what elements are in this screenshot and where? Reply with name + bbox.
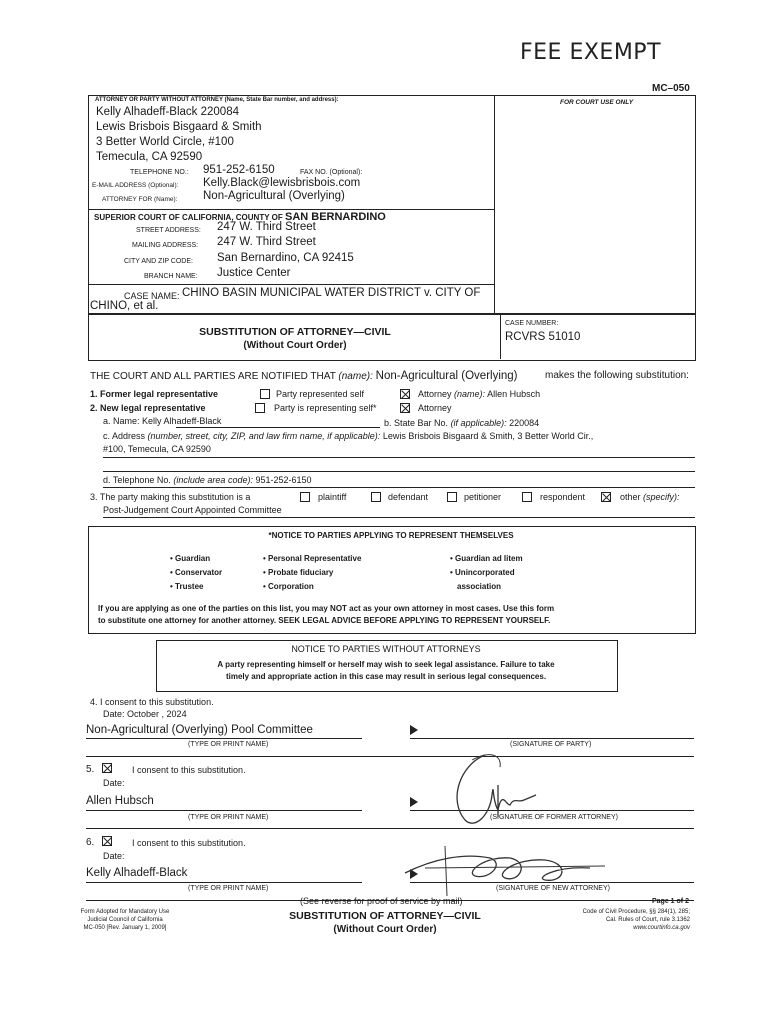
petitioner-checkbox[interactable] — [447, 492, 457, 502]
footer-left-line: Judicial Council of California — [87, 917, 163, 923]
item2d-hint: (include area code): — [173, 475, 253, 485]
notice2-line: timely and appropriate action in this case may result in serious legal consequences. — [225, 672, 547, 681]
item2d — [103, 475, 312, 485]
case-number: RCVRS 51010 — [505, 331, 581, 343]
footer-right — [540, 908, 690, 932]
page-number: Page 1 of 2 — [652, 898, 689, 905]
item2a-label: a. Name: — [103, 416, 140, 426]
case-number-label: CASE NUMBER: — [505, 320, 559, 327]
notice1-warning-line: If you are applying as one of the parties on this list, you may NOT act as your own attorney in most cases. Use this form — [98, 604, 555, 613]
item5-name: Allen Hubsch — [86, 795, 154, 807]
notice1-item: • Conservator — [170, 568, 223, 577]
item2c-value2: #100, Temecula, CA 92590 — [103, 444, 211, 454]
item5-name-line — [86, 810, 362, 811]
header-hline-1 — [88, 209, 494, 210]
footer-left-line: Form Adopted for Mandatory Use — [80, 909, 170, 915]
item6-name: Kelly Alhadeff-Black — [86, 867, 188, 879]
signature-arrow-icon — [410, 797, 418, 807]
item2c-hint: (number, street, city, ZIP, and law firm name, if applicable): — [147, 431, 381, 441]
item5-label: I consent to this substitution. — [132, 765, 246, 775]
branch-value: Justice Center — [217, 267, 291, 279]
item4-sig-caption: (SIGNATURE OF PARTY) — [510, 741, 592, 748]
item2a-line — [176, 427, 380, 428]
notice1-item: • Corporation — [263, 582, 314, 591]
branch-label: BRANCH NAME: — [144, 273, 198, 280]
item2b-label: b. State Bar No. — [384, 418, 449, 428]
notice2-title: NOTICE TO PARTIES WITHOUT ATTORNEYS — [291, 644, 481, 654]
item1-label: 1. Former legal representative — [90, 389, 219, 399]
case-name-label: CASE NAME: — [124, 291, 180, 301]
telephone-label: TELEPHONE NO.: — [130, 169, 189, 176]
footer-right-line: Cal. Rules of Court, rule 3.1362 — [605, 917, 690, 923]
item2c-label: c. Address — [103, 431, 146, 441]
notice1-col1 — [170, 552, 222, 594]
case-name-line1: CHINO BASIN MUNICIPAL WATER DISTRICT v. CITY OF — [182, 287, 481, 299]
case-name-line2: CHINO, et al. — [90, 300, 159, 312]
party-representing-self-checkbox[interactable] — [255, 403, 265, 413]
case-title: SUBSTITUTION OF ATTORNEY—CIVIL — [199, 326, 391, 338]
item4-name-caption: (TYPE OR PRINT NAME) — [188, 741, 269, 748]
notice1-item: • Guardian — [170, 554, 211, 563]
item4-name: Non-Agricultural (Overlying) Pool Committee — [86, 724, 313, 736]
mailing-value: 247 W. Third Street — [217, 236, 316, 248]
item2d-line — [103, 487, 695, 488]
see-reverse: (See reverse for proof of service by mail) — [300, 896, 463, 906]
item3-line — [103, 517, 695, 518]
notified-line — [90, 370, 696, 382]
former-attorney-signature — [440, 745, 550, 835]
street-value: 247 W. Third Street — [217, 221, 316, 233]
item2b-value: 220084 — [509, 418, 540, 428]
respondent-label: respondent — [540, 492, 586, 502]
footer-left — [60, 908, 190, 932]
item2d-label: d. Telephone No. — [103, 475, 171, 485]
item5-consent-checkbox[interactable] — [102, 763, 112, 773]
case-subtitle: (Without Court Order) — [243, 340, 347, 351]
court-county: SAN BERNARDINO — [284, 211, 386, 223]
item4-date-value: October , 2024 — [127, 709, 187, 719]
item4-name-line — [86, 738, 362, 739]
item2b-hint: (if applicable): — [450, 418, 507, 428]
case-title-divider — [500, 313, 501, 359]
attorney-line: 3 Better World Circle, #100 — [96, 136, 234, 148]
footer-title: SUBSTITUTION OF ATTORNEY—CIVIL — [289, 910, 481, 922]
attorney-label: ATTORNEY OR PARTY WITHOUT ATTORNEY (Name, State Bar number, and address): — [95, 97, 339, 103]
other-label — [620, 492, 680, 502]
item4-date-label: Date: — [103, 709, 125, 719]
item6-label: I consent to this substitution. — [132, 838, 246, 848]
section-divider-5 — [86, 828, 694, 829]
fee-exempt-stamp: FEE EXEMPT — [520, 40, 662, 65]
item1-name: Allen Hubsch — [487, 389, 541, 399]
item2-opt2: Attorney — [418, 403, 452, 413]
notice1-warning-line: to substitute one attorney for another attorney. SEEK LEGAL ADVICE BEFORE APPLYING TO REPRESENT YOURSELF. — [98, 616, 551, 625]
item1-opt2: Attorney — [418, 389, 452, 399]
notice1-item: • Guardian ad litem — [450, 554, 523, 563]
item2c — [103, 431, 695, 441]
footer-right-link[interactable]: www.courtinfo.ca.gov — [633, 925, 690, 931]
header-divider — [494, 95, 495, 313]
item2c-line-2 — [103, 471, 695, 472]
notice1-col3 — [450, 552, 523, 594]
mailing-label: MAILING ADDRESS: — [132, 242, 199, 249]
fax-label: FAX NO. (Optional): — [300, 169, 363, 176]
attorney-line: Temecula, CA 92590 — [96, 151, 203, 163]
defendant-checkbox[interactable] — [371, 492, 381, 502]
notice1-item: • Unincorporated — [450, 568, 515, 577]
other-opt: other — [620, 492, 641, 502]
item4-label: 4. I consent to this substitution. — [90, 697, 214, 707]
item2b — [384, 418, 539, 428]
notice1-title: *NOTICE TO PARTIES APPLYING TO REPRESENT THEMSELVES — [268, 531, 514, 540]
item5-date-label: Date: — [103, 778, 125, 788]
footer-left-line: MC-050 [Rev. January 1, 2009] — [83, 925, 167, 931]
item6-sig-caption: (SIGNATURE OF NEW ATTORNEY) — [496, 885, 610, 892]
footer-right-line: Code of Civil Procedure, §§ 284(1), 285; — [582, 909, 690, 915]
section-divider-4 — [86, 756, 694, 757]
email-value: Kelly.Black@lewisbrisbois.com — [203, 177, 361, 189]
item5-sig-caption: (SIGNATURE OF FORMER ATTORNEY) — [490, 814, 618, 821]
notice1-item: association — [457, 582, 502, 591]
email-label: E-MAIL ADDRESS (Optional): — [92, 182, 179, 189]
item5-num: 5. — [86, 764, 95, 775]
attorney-line: Lewis Brisbois Bisgaard & Smith — [96, 121, 262, 133]
notified-party: Non-Agricultural (Overlying) — [375, 370, 518, 382]
item1-attorney — [418, 389, 540, 399]
item2-opt1: Party is representing self* — [274, 403, 377, 413]
item6-name-line — [86, 882, 362, 883]
city-value: San Bernardino, CA 92415 — [217, 252, 354, 264]
form-id: MC–050 — [652, 83, 690, 94]
new-attorney-signature — [395, 838, 615, 898]
notice1-item: • Personal Representative — [263, 554, 362, 563]
item6-consent-checkbox[interactable] — [102, 836, 112, 846]
defendant-label: defendant — [388, 492, 429, 502]
street-label: STREET ADDRESS: — [136, 227, 201, 234]
item2c-value1: Lewis Brisbois Bisgaard & Smith, 3 Better World Cir., — [382, 431, 594, 441]
other-checkbox[interactable] — [601, 492, 611, 502]
court-use-label: FOR COURT USE ONLY — [560, 99, 634, 106]
notified-name-label: (name): — [338, 371, 373, 382]
item1-name-label: (name): — [454, 389, 486, 399]
signature-arrow-icon — [410, 725, 418, 735]
attorney-line: Kelly Alhadeff-Black 220084 — [96, 106, 239, 118]
notified-suffix: makes the following substitution: — [545, 370, 689, 381]
item6-name-caption: (TYPE OR PRINT NAME) — [188, 885, 269, 892]
item2c-line-1 — [103, 457, 695, 458]
city-label: CITY AND ZIP CODE: — [124, 258, 193, 265]
court-title-label: SUPERIOR COURT OF CALIFORNIA, COUNTY OF — [94, 213, 283, 222]
new-attorney-checkbox[interactable] — [400, 403, 410, 413]
respondent-checkbox[interactable] — [522, 492, 532, 502]
telephone-value: 951-252-6150 — [203, 164, 275, 176]
item2a-value: Kelly Alhadeff-Black — [142, 416, 222, 426]
party-represented-self-checkbox[interactable] — [260, 389, 270, 399]
attorney-for-value: Non-Agricultural (Overlying) — [203, 190, 345, 202]
former-attorney-checkbox[interactable] — [400, 389, 410, 399]
item6-num: 6. — [86, 837, 95, 848]
notice1-warning — [98, 603, 692, 627]
notified-prefix: THE COURT AND ALL PARTIES ARE NOTIFIED THAT — [90, 371, 336, 382]
petitioner-label: petitioner — [464, 492, 502, 502]
notice1-item: • Trustee — [170, 582, 204, 591]
item3-label: 3. The party making this substitution is a — [90, 492, 251, 502]
item2a — [103, 416, 221, 426]
other-specify: (specify): — [643, 492, 680, 502]
header-hline-2 — [88, 284, 494, 285]
notice1-col2 — [263, 552, 361, 594]
notice1-item: • Probate fiduciary — [263, 568, 334, 577]
item4-date — [103, 709, 187, 719]
item2d-value: 951-252-6150 — [255, 475, 312, 485]
item4-sig-line — [410, 738, 694, 739]
item5-name-caption: (TYPE OR PRINT NAME) — [188, 814, 269, 821]
footer-subtitle: (Without Court Order) — [333, 924, 437, 935]
plaintiff-label: plaintiff — [318, 492, 347, 502]
item1-opt1: Party represented self — [276, 389, 365, 399]
attorney-address-block — [96, 105, 262, 165]
item3-value: Post-Judgement Court Appointed Committee — [103, 505, 282, 515]
notice2-text — [156, 659, 616, 683]
attorney-for-label: ATTORNEY FOR (Name): — [102, 196, 178, 203]
item6-date-label: Date: — [103, 851, 125, 861]
plaintiff-checkbox[interactable] — [300, 492, 310, 502]
item2-label: 2. New legal representative — [90, 403, 206, 413]
notice2-line: A party representing himself or herself may wish to seek legal assistance. Failure to take — [217, 660, 555, 669]
